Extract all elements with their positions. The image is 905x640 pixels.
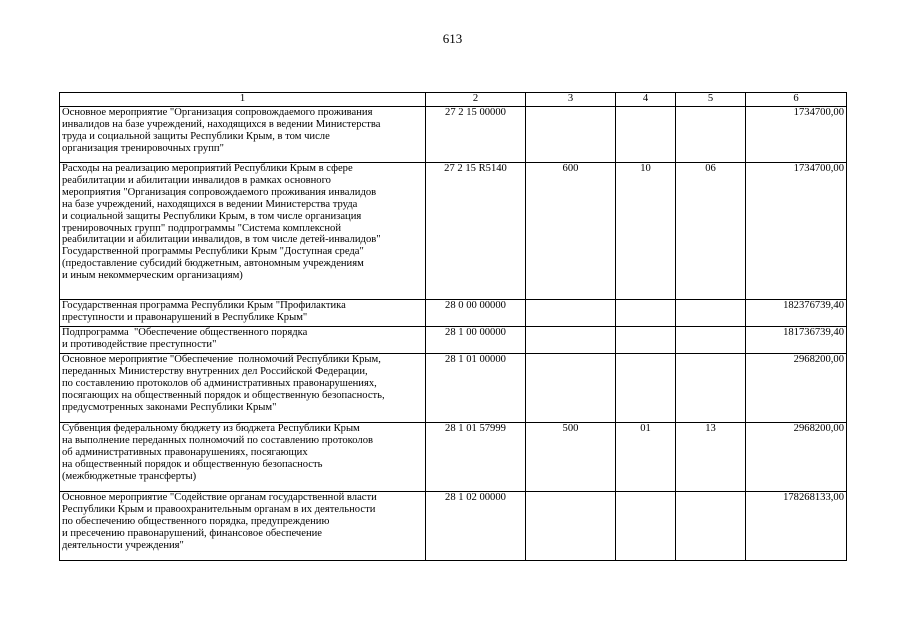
- subsection-code: [676, 327, 746, 354]
- section-code: [616, 492, 676, 561]
- row-name: Государственная программа Республики Крым "Профилактика преступности и правонарушений в Республике Крым": [60, 300, 426, 327]
- section-code: 01: [616, 423, 676, 492]
- column-header: 1: [60, 93, 426, 107]
- row-amount: 1734700,00: [746, 107, 847, 163]
- table-row: [60, 107, 847, 163]
- page-number: 613: [442, 31, 463, 46]
- table-row: [60, 423, 847, 492]
- row-name: Субвенция федеральному бюджету из бюджета Республики Крым на выполнение переданных полномочий по составлению протоколов об административных правонарушениях, посягающих на общественный порядок и общественную безопасность (межбюджетные трансферты): [60, 423, 426, 492]
- section-code: [616, 354, 676, 423]
- row-amount: 178268133,00: [746, 492, 847, 561]
- budget-table: [59, 92, 847, 561]
- row-name: Основное мероприятие "Содействие органам государственной власти Республики Крым и правоохранительным органам в их деятельности по обеспечению общественного порядка, предупреждению и пресечению правонарушений, финансовое обеспечение деятельности учреждения": [60, 492, 426, 561]
- subsection-code: [676, 354, 746, 423]
- expense-type: [526, 327, 616, 354]
- table-row: [60, 327, 847, 354]
- section-code: 10: [616, 163, 676, 300]
- subsection-code: [676, 300, 746, 327]
- expense-type: [526, 300, 616, 327]
- target-code: 28 0 00 00000: [426, 300, 526, 327]
- header-row: [60, 93, 847, 107]
- row-name: Основное мероприятие "Организация сопровождаемого проживания инвалидов на базе учреждений, находящихся в ведении Министерства труда и социальной защиты Республики Крым, в том числе организация тренировочных групп": [60, 107, 426, 163]
- table-header: [60, 93, 847, 107]
- table-row: [60, 354, 847, 423]
- expense-type: [526, 107, 616, 163]
- row-amount: 2968200,00: [746, 423, 847, 492]
- section-code: [616, 300, 676, 327]
- row-amount: 181736739,40: [746, 327, 847, 354]
- row-amount: 182376739,40: [746, 300, 847, 327]
- subsection-code: [676, 107, 746, 163]
- row-name: Подпрограмма "Обеспечение общественного порядка и противодействие преступности": [60, 327, 426, 354]
- column-header: 4: [616, 93, 676, 107]
- expense-type: [526, 354, 616, 423]
- column-header: 3: [526, 93, 616, 107]
- target-code: 27 2 15 00000: [426, 107, 526, 163]
- expense-type: [526, 492, 616, 561]
- row-name: Расходы на реализацию мероприятий Республики Крым в сфере реабилитации и абилитации инвалидов в рамках основного мероприятия "Организация сопровождаемого проживания инвалидов на базе учреждений, находящихся в ведении Министерства труда и социальной защиты Республики Крым, в том числе организация тренировочных групп" подпрограммы "Система комплексной реабилитации и абилитации инвалидов, в том числе детей-инвалидов" Государственной программы Республики Крым "Доступная среда" (предоставление субсидий бюджетным, автономным учреждениям и иным некоммерческим организациям): [60, 163, 426, 300]
- table-row: [60, 492, 847, 561]
- target-code: 28 1 01 57999: [426, 423, 526, 492]
- row-amount: 1734700,00: [746, 163, 847, 300]
- expense-type: 500: [526, 423, 616, 492]
- column-header: 5: [676, 93, 746, 107]
- table-row: [60, 300, 847, 327]
- subsection-code: 13: [676, 423, 746, 492]
- subsection-code: 06: [676, 163, 746, 300]
- subsection-code: [676, 492, 746, 561]
- column-header: 6: [746, 93, 847, 107]
- target-code: 27 2 15 R5140: [426, 163, 526, 300]
- section-code: [616, 327, 676, 354]
- column-header: 2: [426, 93, 526, 107]
- section-code: [616, 107, 676, 163]
- target-code: 28 1 02 00000: [426, 492, 526, 561]
- target-code: 28 1 01 00000: [426, 354, 526, 423]
- target-code: 28 1 00 00000: [426, 327, 526, 354]
- row-amount: 2968200,00: [746, 354, 847, 423]
- table-row: [60, 163, 847, 300]
- row-name: Основное мероприятие "Обеспечение полномочий Республики Крым, переданных Министерству внутренних дел Российской Федерации, по составлению протоколов об административных правонарушениях, посягающих на общественный порядок и общественную безопасность, предусмотренных законами Республики Крым": [60, 354, 426, 423]
- expense-type: 600: [526, 163, 616, 300]
